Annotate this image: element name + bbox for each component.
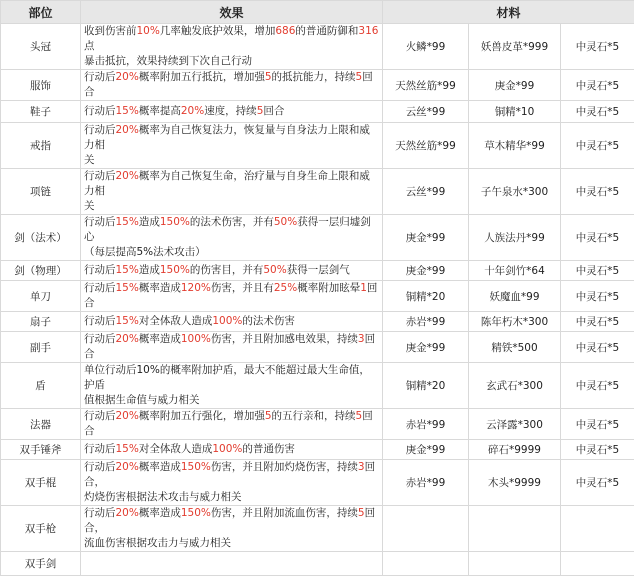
effect-text: 概率附加五行抵抗，增加强 bbox=[139, 71, 265, 83]
effect-text: 获得一层剑气 bbox=[287, 264, 350, 276]
effect-text: 获得一层归墟剑心 bbox=[84, 216, 371, 243]
effect-value: 5 bbox=[265, 71, 272, 83]
material-cell-3: 中灵石*5 bbox=[561, 169, 634, 215]
effect-value: 50% bbox=[263, 264, 286, 276]
table-row bbox=[1, 312, 634, 332]
effect-text: 行动后 bbox=[84, 443, 116, 455]
table-row bbox=[1, 169, 634, 215]
part-cell: 双手剑 bbox=[1, 552, 81, 576]
part-cell: 项链 bbox=[1, 169, 81, 215]
effect-value: 15% bbox=[116, 216, 139, 228]
material-cell-2: 碎石*9999 bbox=[469, 440, 561, 460]
effect-value: 3 bbox=[358, 461, 365, 473]
effect-text: 行动后 bbox=[84, 410, 116, 422]
header-effect: 效果 bbox=[81, 1, 383, 24]
material-cell-2: 妖魔血*99 bbox=[469, 281, 561, 312]
material-cell-2: 人族法丹*99 bbox=[469, 215, 561, 261]
material-cell-2 bbox=[469, 552, 561, 576]
effect-text: 流血伤害根据攻击力与威力相关 bbox=[84, 537, 231, 549]
effect-cell bbox=[81, 169, 383, 215]
effect-line bbox=[84, 199, 379, 214]
material-cell-1: 赤岩*99 bbox=[383, 312, 469, 332]
effect-text: 的法术伤害，并有 bbox=[190, 216, 274, 228]
part-cell: 双手枪 bbox=[1, 506, 81, 552]
effect-text: 回合 bbox=[84, 282, 377, 309]
material-cell-2: 云泽露*300 bbox=[469, 409, 561, 440]
effect-line bbox=[84, 215, 379, 245]
material-cell-1: 庚金*99 bbox=[383, 332, 469, 363]
effect-cell bbox=[81, 460, 383, 506]
material-cell-3: 中灵石*5 bbox=[561, 215, 634, 261]
material-cell-1: 庚金*99 bbox=[383, 261, 469, 281]
effect-line bbox=[84, 393, 379, 408]
effect-value: 150% bbox=[181, 461, 211, 473]
effect-cell bbox=[81, 440, 383, 460]
part-cell: 戒指 bbox=[1, 123, 81, 169]
part-cell: 单刀 bbox=[1, 281, 81, 312]
material-cell-3: 中灵石*5 bbox=[561, 363, 634, 409]
effect-line bbox=[84, 409, 379, 439]
part-cell: 扇子 bbox=[1, 312, 81, 332]
effect-line bbox=[84, 536, 379, 551]
material-cell-3: 中灵石*5 bbox=[561, 332, 634, 363]
part-cell: 副手 bbox=[1, 332, 81, 363]
material-cell-3: 中灵石*5 bbox=[561, 70, 634, 101]
effect-text: 的法术伤害 bbox=[242, 315, 295, 327]
effect-cell bbox=[81, 363, 383, 409]
effect-text: 行动后 bbox=[84, 170, 116, 182]
effect-text: 回合， bbox=[84, 507, 375, 534]
effect-line bbox=[84, 314, 379, 329]
effect-value: 20% bbox=[116, 507, 139, 519]
effect-line bbox=[84, 281, 379, 311]
effect-value: 20% bbox=[116, 461, 139, 473]
effect-text: 行动后 bbox=[84, 71, 116, 83]
effect-value: 100% bbox=[181, 333, 211, 345]
material-cell-1 bbox=[383, 552, 469, 576]
effect-text: 的伤害目，并有 bbox=[190, 264, 264, 276]
effect-text: 概率造成 bbox=[139, 333, 181, 345]
effect-text: 回合 bbox=[84, 333, 375, 360]
effect-line bbox=[84, 506, 379, 536]
effect-text: 单位行动后10%的概率附加护盾，最大不能超过最大生命值，护盾 bbox=[84, 364, 370, 391]
effect-text: 对全体敌人造成 bbox=[139, 443, 213, 455]
effect-value: 3 bbox=[358, 333, 365, 345]
effect-cell bbox=[81, 552, 383, 576]
effect-cell bbox=[81, 215, 383, 261]
effect-value: 10% bbox=[137, 25, 160, 37]
material-cell-3: 中灵石*5 bbox=[561, 440, 634, 460]
effect-cell bbox=[81, 101, 383, 123]
effect-line bbox=[84, 104, 379, 119]
effect-cell bbox=[81, 24, 383, 70]
effect-text: 的普通伤害 bbox=[242, 443, 295, 455]
table-row bbox=[1, 215, 634, 261]
material-cell-1: 云丝*99 bbox=[383, 101, 469, 123]
effect-line bbox=[84, 332, 379, 362]
effect-text: 收到伤害前 bbox=[84, 25, 137, 37]
effect-value: 1 bbox=[360, 282, 367, 294]
effect-line bbox=[84, 169, 379, 199]
effect-value: 100% bbox=[212, 315, 242, 327]
material-cell-2: 陈年朽木*300 bbox=[469, 312, 561, 332]
effect-text: 伤害，并且附加感电效果，持续 bbox=[211, 333, 358, 345]
effect-value: 5 bbox=[356, 410, 363, 422]
effect-value: 686 bbox=[275, 25, 295, 37]
effect-cell bbox=[81, 506, 383, 552]
effect-text: 造成 bbox=[139, 216, 160, 228]
effect-value: 20% bbox=[116, 124, 139, 136]
material-cell-3: 中灵石*5 bbox=[561, 460, 634, 506]
effect-text: 点 bbox=[84, 40, 95, 52]
effect-text: 行动后 bbox=[84, 105, 116, 117]
effect-text: 回合 bbox=[263, 105, 284, 117]
material-cell-2: 玄武石*300 bbox=[469, 363, 561, 409]
effect-text: 的抵抗能力，持续 bbox=[272, 71, 356, 83]
material-cell-2: 庚金*99 bbox=[469, 70, 561, 101]
effect-text: 回合 bbox=[84, 410, 373, 437]
table-row bbox=[1, 552, 634, 576]
material-cell-2: 子午泉水*300 bbox=[469, 169, 561, 215]
effect-text: 行动后 bbox=[84, 282, 116, 294]
effect-cell bbox=[81, 332, 383, 363]
effect-value: 50% bbox=[274, 216, 297, 228]
effect-value: 5 bbox=[257, 105, 264, 117]
effect-value: 150% bbox=[160, 264, 190, 276]
effect-text: 行动后 bbox=[84, 507, 116, 519]
table-row bbox=[1, 363, 634, 409]
material-cell-1 bbox=[383, 506, 469, 552]
effect-text: 概率提高 bbox=[139, 105, 181, 117]
table-row bbox=[1, 261, 634, 281]
effect-line bbox=[84, 263, 379, 278]
effect-value: 316 bbox=[358, 25, 378, 37]
effect-value: 25% bbox=[274, 282, 297, 294]
material-cell-3: 中灵石*5 bbox=[561, 24, 634, 70]
material-cell-1: 铜精*20 bbox=[383, 363, 469, 409]
effect-line bbox=[84, 490, 379, 505]
effect-text: 的普通防御和 bbox=[295, 25, 358, 37]
effect-text: 伤害，并且附加流血伤害，持续 bbox=[211, 507, 358, 519]
effect-text: 回合 bbox=[84, 71, 373, 98]
effect-text: 暴击抵抗，效果持续到下次自己行动 bbox=[84, 55, 252, 67]
effect-text: 伤害，并且有 bbox=[211, 282, 274, 294]
table-row bbox=[1, 332, 634, 363]
effect-line bbox=[84, 123, 379, 153]
table-row bbox=[1, 409, 634, 440]
effect-text: 速度，持续 bbox=[204, 105, 257, 117]
effect-text: 造成 bbox=[139, 264, 160, 276]
effect-text: 行动后 bbox=[84, 461, 116, 473]
part-cell: 剑（法术） bbox=[1, 215, 81, 261]
effect-text: 概率附加眩晕 bbox=[297, 282, 360, 294]
part-cell: 双手锤斧 bbox=[1, 440, 81, 460]
effect-value: 5 bbox=[356, 71, 363, 83]
material-cell-2 bbox=[469, 506, 561, 552]
effect-value: 15% bbox=[116, 282, 139, 294]
effect-cell bbox=[81, 312, 383, 332]
table-row bbox=[1, 460, 634, 506]
part-cell: 鞋子 bbox=[1, 101, 81, 123]
part-cell: 服饰 bbox=[1, 70, 81, 101]
effect-value: 20% bbox=[116, 333, 139, 345]
effect-value: 100% bbox=[212, 443, 242, 455]
effect-text: 回合， bbox=[84, 461, 375, 488]
material-cell-3: 中灵石*5 bbox=[561, 409, 634, 440]
table-row bbox=[1, 101, 634, 123]
effect-text: 行动后 bbox=[84, 315, 116, 327]
effect-text: 伤害，并且附加灼烧伤害，持续 bbox=[211, 461, 358, 473]
effect-line bbox=[84, 153, 379, 168]
part-cell: 剑（物理） bbox=[1, 261, 81, 281]
effect-value: 15% bbox=[116, 264, 139, 276]
effect-text: 对全体敌人造成 bbox=[139, 315, 213, 327]
material-cell-2: 铜精*10 bbox=[469, 101, 561, 123]
material-cell-1: 赤岩*99 bbox=[383, 460, 469, 506]
effect-cell bbox=[81, 261, 383, 281]
material-cell-2: 妖兽皮革*999 bbox=[469, 24, 561, 70]
material-cell-1: 铜精*20 bbox=[383, 281, 469, 312]
effect-line bbox=[84, 245, 379, 260]
effect-line bbox=[84, 442, 379, 457]
effect-text: 概率造成 bbox=[139, 507, 181, 519]
header-part: 部位 bbox=[1, 1, 81, 24]
effect-value: 20% bbox=[181, 105, 204, 117]
effect-cell bbox=[81, 123, 383, 169]
effect-value: 120% bbox=[181, 282, 211, 294]
material-cell-2: 木头*9999 bbox=[469, 460, 561, 506]
effect-value: 20% bbox=[116, 170, 139, 182]
effect-text: 行动后 bbox=[84, 216, 116, 228]
part-cell: 法器 bbox=[1, 409, 81, 440]
table-row bbox=[1, 506, 634, 552]
table-row bbox=[1, 24, 634, 70]
material-cell-2: 精铁*500 bbox=[469, 332, 561, 363]
effect-text: 概率造成 bbox=[139, 461, 181, 473]
effect-text: 关 bbox=[84, 200, 95, 212]
effect-line bbox=[84, 54, 379, 69]
effect-cell bbox=[81, 70, 383, 101]
material-cell-1: 赤岩*99 bbox=[383, 409, 469, 440]
effect-value: 150% bbox=[181, 507, 211, 519]
material-cell-3: 中灵石*5 bbox=[561, 261, 634, 281]
material-cell-1: 火鳞*99 bbox=[383, 24, 469, 70]
effect-text: 灼烧伤害根据法术攻击与威力相关 bbox=[84, 491, 242, 503]
effect-text: （每层提高5%法术攻击） bbox=[84, 246, 206, 258]
effect-text: 行动后 bbox=[84, 333, 116, 345]
table-row bbox=[1, 281, 634, 312]
effect-value: 5 bbox=[265, 410, 272, 422]
effect-cell bbox=[81, 281, 383, 312]
effect-line bbox=[84, 24, 379, 54]
part-cell: 头冠 bbox=[1, 24, 81, 70]
table-body bbox=[1, 24, 634, 576]
material-cell-1: 庚金*99 bbox=[383, 440, 469, 460]
material-cell-3: 中灵石*5 bbox=[561, 123, 634, 169]
effect-text: 概率为自己恢复生命，治疗量与自身生命上限和威力相 bbox=[84, 170, 370, 197]
header-materials: 材料 bbox=[383, 1, 634, 24]
material-cell-1: 天然丝筋*99 bbox=[383, 123, 469, 169]
effect-text: 值根据生命值与威力相关 bbox=[84, 394, 200, 406]
material-cell-2: 十年剑竹*64 bbox=[469, 261, 561, 281]
table-header-row bbox=[1, 1, 634, 24]
material-cell-1: 庚金*99 bbox=[383, 215, 469, 261]
part-cell: 盾 bbox=[1, 363, 81, 409]
material-cell-1: 云丝*99 bbox=[383, 169, 469, 215]
effect-text: 概率造成 bbox=[139, 282, 181, 294]
material-cell-2: 草木精华*99 bbox=[469, 123, 561, 169]
effect-text: 的五行亲和，持续 bbox=[272, 410, 356, 422]
effect-value: 15% bbox=[116, 315, 139, 327]
material-cell-3 bbox=[561, 506, 634, 552]
effect-text: 关 bbox=[84, 154, 95, 166]
effect-value: 15% bbox=[116, 443, 139, 455]
effect-text: 几率触发底护效果，增加 bbox=[160, 25, 276, 37]
effect-text: 行动后 bbox=[84, 264, 116, 276]
effect-text: 概率为自己恢复法力，恢复量与自身法力上限和威力相 bbox=[84, 124, 370, 151]
effect-text: 概率附加五行强化，增加强 bbox=[139, 410, 265, 422]
material-cell-3: 中灵石*5 bbox=[561, 312, 634, 332]
table-row bbox=[1, 70, 634, 101]
effect-value: 20% bbox=[116, 410, 139, 422]
effect-cell bbox=[81, 409, 383, 440]
effect-line bbox=[84, 460, 379, 490]
effect-line bbox=[84, 363, 379, 393]
material-cell-3 bbox=[561, 552, 634, 576]
material-cell-3: 中灵石*5 bbox=[561, 101, 634, 123]
effect-value: 15% bbox=[116, 105, 139, 117]
table-row bbox=[1, 440, 634, 460]
effect-text: 行动后 bbox=[84, 124, 116, 136]
part-cell: 双手棍 bbox=[1, 460, 81, 506]
effect-value: 5 bbox=[358, 507, 365, 519]
material-cell-1: 天然丝筋*99 bbox=[383, 70, 469, 101]
effect-line bbox=[84, 70, 379, 100]
effect-value: 20% bbox=[116, 71, 139, 83]
table-row bbox=[1, 123, 634, 169]
material-cell-3: 中灵石*5 bbox=[561, 281, 634, 312]
effect-value: 150% bbox=[160, 216, 190, 228]
